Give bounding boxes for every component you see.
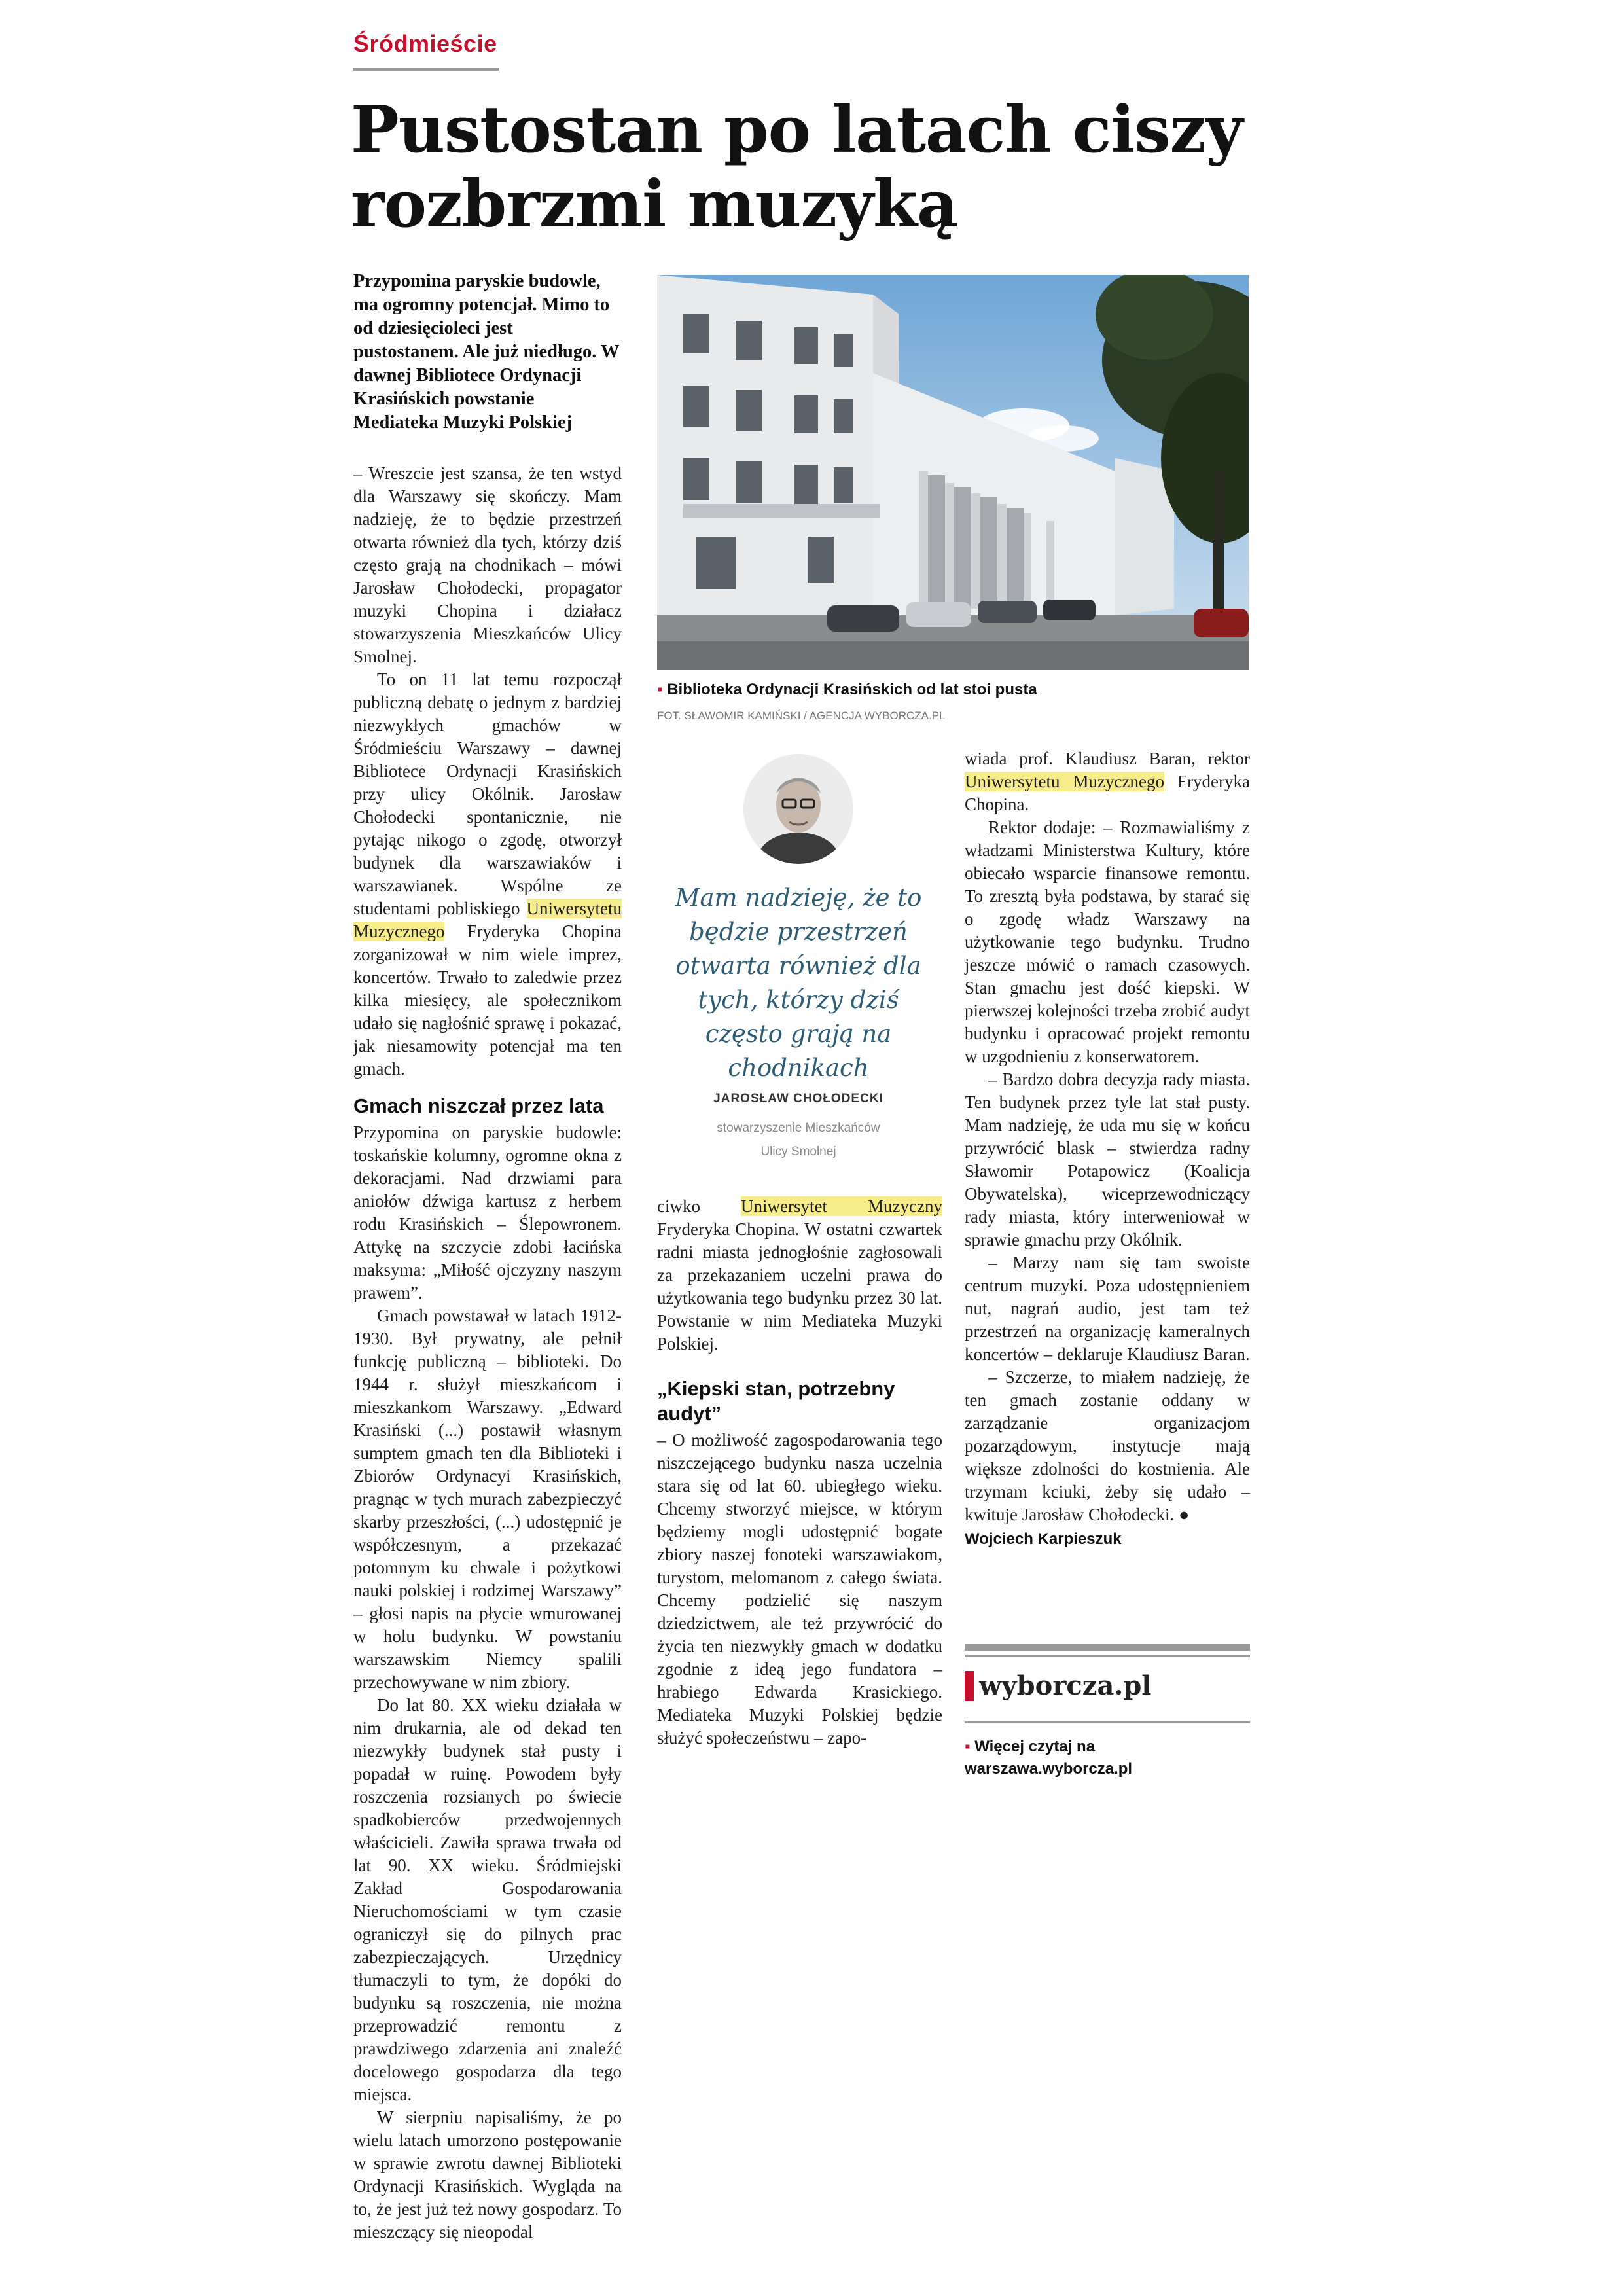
article-headline: Pustostan po latach ciszy rozbrzmi muzyką [351,92,1243,242]
read-more-note: ▪ Więcej czytaj na warszawa.wyborcza.pl [965,1736,1253,1780]
paragraph: Do lat 80. XX wieku działała w nim drukarnia, ale od dekad ten niezwykły budynek stał pusty i popadał w ruinę. Powodem były roszczenia rozsianych po świecie spadkobierców przedwojennych właścicieli. Zawiła sprawa trwała od lat 90. XX wieku. Śródmiejski Zakład Gospodarowania Nieruchomościami w tym czasie ograniczył się do pilnych prac zabezpieczających. Urzędnicy tłumaczyli to tym, że dopóki do budynku są roszczenia, nie można przeprowadzić remontu z prawdziwego zdarzenia ani znaleźć docelowego gospodarza dla tego miejsca. [353,1695,622,2104]
paragraph: – Wreszcie jest szansa, że ten wstyd dla Warszawy się skończy. Mam nadzieję, że to będzie przestrzeń otwarta również dla tych, którzy dziś często grają na chodnikach – mówi Jarosław Chołodecki, propagator muzyki Chopina i działacz stowarzyszenia Mieszkańców Ulicy Smolnej. [353,463,622,666]
paragraph: ciwko Uniwersytet Muzyczny Fryderyka Chopina. W ostatni czwartek radni miasta jednogłośnie zagłosowali za przekazaniem uczelni prawa do użytkowania tego budynku przez 30 lat. Powstanie w nim Mediateka Muzyki Polskiej. [657,1196,942,1354]
highlighted-text: Uniwersytetu Muzycznego [965,772,1164,791]
paragraph: W sierpniu napisaliśmy, że po wielu latach umorzono postępowanie w sprawie zwrotu dawnej Biblioteki Ordynacji Krasińskich. Wygląda na to, że jest już też nowy gospodarz. To mieszczący się nieopodal [353,2108,622,2242]
paragraph: – O możliwość zagospodarowania tego niszczejącego budynku nasza uczelnia stara się od lat 60. ubiegłego wieku. Chcemy stworzyć miejsce, w którym będziemy mogli udostępnić bogate zbiory naszej fonoteki warszawiakom, turystom, melomanom z całego świata. Chcemy podzielić się naszym dziedzictwem, ale też przywrócić do życia ten niezwykły gmach w dodatku zgodnie z ideą jego fundatora – hrabiego Edwarda Krasickiego. Mediateka Muzyki Polskiej będzie służyć społeczeństwu – zapo- [657,1430,942,1748]
read-more-link[interactable]: warszawa.wyborcza.pl [965,1760,1133,1778]
paragraph: – Bardzo dobra decyzja rady miasta. Ten budynek przez tyle lat stał pusty. Mam nadzieję, że uda mu się w końcu przywrócić blask – stwierdza radny Sławomir Potapowicz (Koalicja Obywatelska), wiceprzewodniczący rady miasta, który interweniował w sprawie gmachu przy Okólnik. [965,1069,1250,1249]
quote-author-affiliation: stowarzyszenie Mieszkańców Ulicy Smolnej [717,1121,880,1158]
section-subheading: Gmach niszczał przez lata [353,1094,604,1117]
avatar [743,754,853,864]
footer-divider [965,1721,1250,1723]
text-column-3 [965,747,1250,1549]
footer-divider [965,1655,1250,1657]
pull-quote: Mam nadzieję, że to będzie przestrzeń otwarta również dla tych, którzy dziś często grają na chodnikach [675,884,922,1082]
paragraph: Rektor dodaje: – Rozmawialiśmy z władzami Ministerstwa Kultury, które obiecało wsparcie finansowe remontu. To zresztą była podstawa, by starać się o zgodę władz Warszawy na użytkowanie tego budynku. Trudno jeszcze mówić o ramach czasowych. Stan gmachu jest dość kiepski. W pierwszej kolejności trzeba zrobić audyt budynku i opracować projekt remontu w uzgodnieniu z konserwatorem. [965,817,1250,1066]
section-subheading: „Kiepski stan, potrzebny audyt” [657,1377,895,1425]
text-column-1 [353,462,622,2244]
section-divider [353,68,499,71]
building-photo-illustration [657,275,1249,670]
paragraph: – Marzy nam się tam swoiste centrum muzyki. Poza udostępnieniem nut, nagrań audio, jest tam też przestrzeń na organizację kameralnych koncertów – deklaruje Klaudiusz Baran. [965,1253,1250,1364]
quote-author: JAROSŁAW CHOŁODECKI [713,1092,883,1105]
author-byline: Wojciech Karpieszuk [965,1530,1122,1548]
logo-mark-icon [965,1671,974,1701]
highlighted-text: Uniwersytet Muzyczny [741,1196,942,1216]
paragraph: – Szczerze, to miałem nadzieję, że ten gmach zostanie oddany w zarządzanie organizacjom pozarządowym, instytucje mają większe zdolności do kostnienia. Ale trzymam kciuki, żeby się udało – kwituje Jarosław Chołodecki. ● [965,1367,1250,1524]
highlighted-text: Uniwersytetu Muzycznego [353,899,622,941]
portrait-icon [743,754,853,864]
photo-credit: FOT. SŁAWOMIR KAMIŃSKI / AGENCJA WYBORCZA.PL [657,709,946,722]
bullet-icon: ▪ [657,681,663,698]
paragraph: To on 11 lat temu rozpoczął publiczną debatę o jednym z bardziej niezwykłych gmachów w Śródmieściu Warszawy – dawnej Bibliotece Ordynacji Krasińskich przy ulicy Okólnik. Jarosław Chołodecki spontanicznie, nie pytając nikogo o zgodę, otworzył budynek dla warszawiaków i warszawianek. Wspólne ze studentami pobliskiego Uniwersytetu Muzycznego Fryderyka Chopina zorganizował w nim wiele imprez, koncertów. Trwało to zaledwie przez kilka miesięcy, ale społecznikom udało się nagłośnić sprawę i pokazać, jak niesamowity potencjał ma ten gmach. [353,670,622,1079]
footer-divider [965,1644,1250,1651]
text-column-2 [657,1195,942,1749]
article-lead: Przypomina paryskie budowle, ma ogromny potencjał. Mimo to od dziesięcioleci jest pustostanem. Ale już niedługo. W dawnej Bibliotece Ordynacji Krasińskich powstanie Mediateka Muzyki Polskiej [353,271,619,433]
paragraph: Gmach powstawał w latach 1912-1930. Był prywatny, ale pełnił funkcję publiczną – biblioteki. Do 1944 r. służył mieszkańcom i mieszkankom Warszawy. „Edward Krasiński (...) postawił własnym sumptem gmach ten dla Biblioteki i Zbiorów Ordynacyi Krasińskich, pragnąc w tych murach zabezpieczyć skarby przeszłości, (...) udostępnić je współczesnym, a przekazać potomnym ku chwale i pożytkowi nauki polskiej i rodzimej Warszawy” – głosi napis na płycie wmurowanej w holu budynku. W powstaniu warszawskim Niemcy spalili przechowywane w nim zbiory. [353,1306,622,1692]
bullet-icon: ▪ [965,1738,971,1755]
section-label: Śródmieście [353,30,497,57]
article-photo [657,275,1249,670]
paragraph: wiada prof. Klaudiusz Baran, rektor Uniwersytetu Muzycznego Fryderyka Chopina. [965,749,1250,814]
photo-caption: ▪ Biblioteka Ordynacji Krasińskich od lat stoi pusta [657,681,1037,698]
paragraph: Przypomina on paryskie budowle: toskańskie kolumny, ogromne okna z dekoracjami. Nad drzwiami para aniołów dźwiga kartusz z herbem rodu Krasińskich – Ślepowronem. Attykę na szczycie zdobi łacińska maksyma: „Miłość ojczyzny naszym prawem”. [353,1122,622,1302]
wyborcza-logo: wyborcza.pl [965,1670,1151,1701]
